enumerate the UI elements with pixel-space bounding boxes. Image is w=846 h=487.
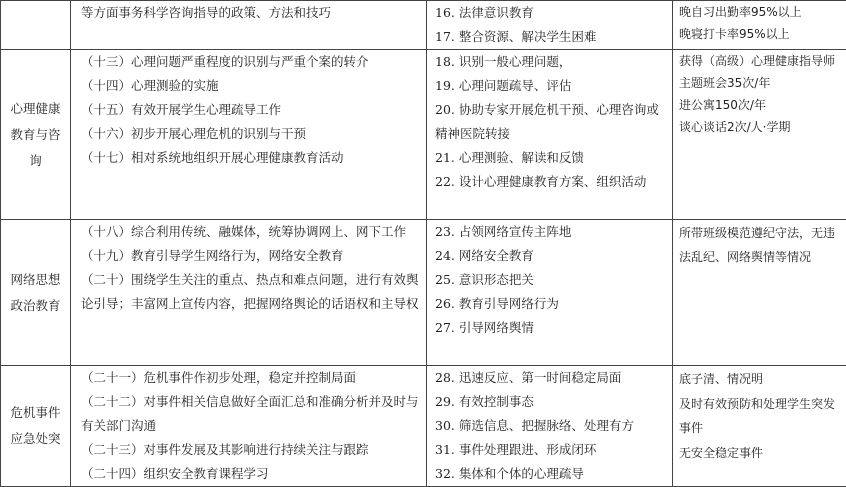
category-cell: 心理健康教育与咨询 (1, 50, 71, 220)
category-cell: 网络思想政治教育 (1, 220, 71, 366)
skill-item: 32. 集体和个体的心理疏导 (435, 462, 666, 486)
content-line: （二十三）对事件发展及其影响进行持续关注与跟踪 (81, 438, 420, 462)
standard-item: 及时有效预防和处理学生突发事件 (679, 392, 840, 440)
skill-item: 16. 法律意识教育 (435, 1, 666, 25)
content-line: （十七）相对系统地组织开展心理健康教育活动 (81, 146, 420, 170)
table-row (1, 220, 846, 366)
skills-cell (427, 1, 673, 50)
content-line: （十五）有效开展学生心理疏导工作 (81, 98, 420, 122)
standard-item: 所带班级模范遵纪守法，无违法乱纪、网络舆情等情况 (679, 221, 840, 269)
skills-cell (427, 366, 673, 487)
skill-item: 27. 引导网络舆情 (435, 316, 666, 340)
content-line: （二十）围绕学生关注的重点、热点和难点问题，进行有效舆论引导；丰富网上宣传内容，把握网络舆论的话语权和主导权 (81, 268, 420, 316)
table-row (1, 50, 846, 220)
content-cell (71, 220, 427, 366)
standard-item: 获得（高级）心理健康指导师 (679, 51, 840, 72)
content-cell (71, 1, 427, 50)
skill-item: 20. 协助专家开展危机干预、心理咨询或精神医院转接 (435, 98, 666, 146)
skill-item: 19. 心理问题疏导、评估 (435, 74, 666, 98)
skill-item: 22. 设计心理健康教育方案、组织活动 (435, 170, 666, 194)
skill-item: 21. 心理测验、解读和反馈 (435, 146, 666, 170)
standards-cell (673, 1, 846, 50)
content-line: 等方面事务科学咨询指导的政策、方法和技巧 (81, 1, 420, 25)
content-line: （十六）初步开展心理危机的识别与干预 (81, 122, 420, 146)
content-line: （十八）综合利用传统、融媒体，统筹协调网上、网下工作 (81, 220, 420, 244)
skill-item: 25. 意识形态把关 (435, 268, 666, 292)
standard-item: 底子清、情况明 (679, 367, 840, 391)
skill-item: 30. 筛选信息、把握脉络、处理有方 (435, 414, 666, 438)
content-line: （十九）教育引导学生网络行为，网络安全教育 (81, 244, 420, 268)
skill-item: 31. 事件处理跟进、形成闭环 (435, 438, 666, 462)
content-cell (71, 366, 427, 487)
standards-cell (673, 220, 846, 366)
content-line: （二十四）组织安全教育课程学习 (81, 462, 420, 486)
content-line: （二十一）危机事件作初步处理，稳定并控制局面 (81, 366, 420, 390)
content-line: （二十二）对事件相关信息做好全面汇总和准确分析并及时与有关部门沟通 (81, 390, 420, 438)
skill-item: 26. 教育引导网络行为 (435, 292, 666, 316)
category-cell (1, 1, 71, 50)
standards-cell (673, 366, 846, 487)
skill-item: 23. 占领网络宣传主阵地 (435, 220, 666, 244)
skill-item: 24. 网络安全教育 (435, 244, 666, 268)
content-cell (71, 50, 427, 220)
skill-item: 29. 有效控制事态 (435, 390, 666, 414)
table-row (1, 1, 846, 50)
skill-item: 17. 整合资源、解决学生困难 (435, 25, 666, 49)
standard-item: 无安全稳定事件 (679, 441, 840, 465)
content-line: （十三）心理问题严重程度的识别与严重个案的转介 (81, 50, 420, 74)
skills-cell (427, 50, 673, 220)
content-line: （十四）心理测验的实施 (81, 74, 420, 98)
table-row (1, 366, 846, 487)
skill-item: 28. 迅速反应、第一时间稳定局面 (435, 366, 666, 390)
category-cell: 危机事件应急处突 (1, 366, 71, 487)
standard-item: 晚自习出勤率95%以上 (679, 2, 840, 23)
standard-item: 谈心谈话2次/人·学期 (679, 117, 840, 138)
skills-cell (427, 220, 673, 366)
standard-item: 晚寝打卡率95%以上 (679, 24, 840, 45)
standards-cell (673, 50, 846, 220)
standard-item: 主题班会35次/年 (679, 73, 840, 94)
skill-item: 18. 识别一般心理问题， (435, 50, 666, 74)
standard-item: 进公寓150次/年 (679, 95, 840, 116)
